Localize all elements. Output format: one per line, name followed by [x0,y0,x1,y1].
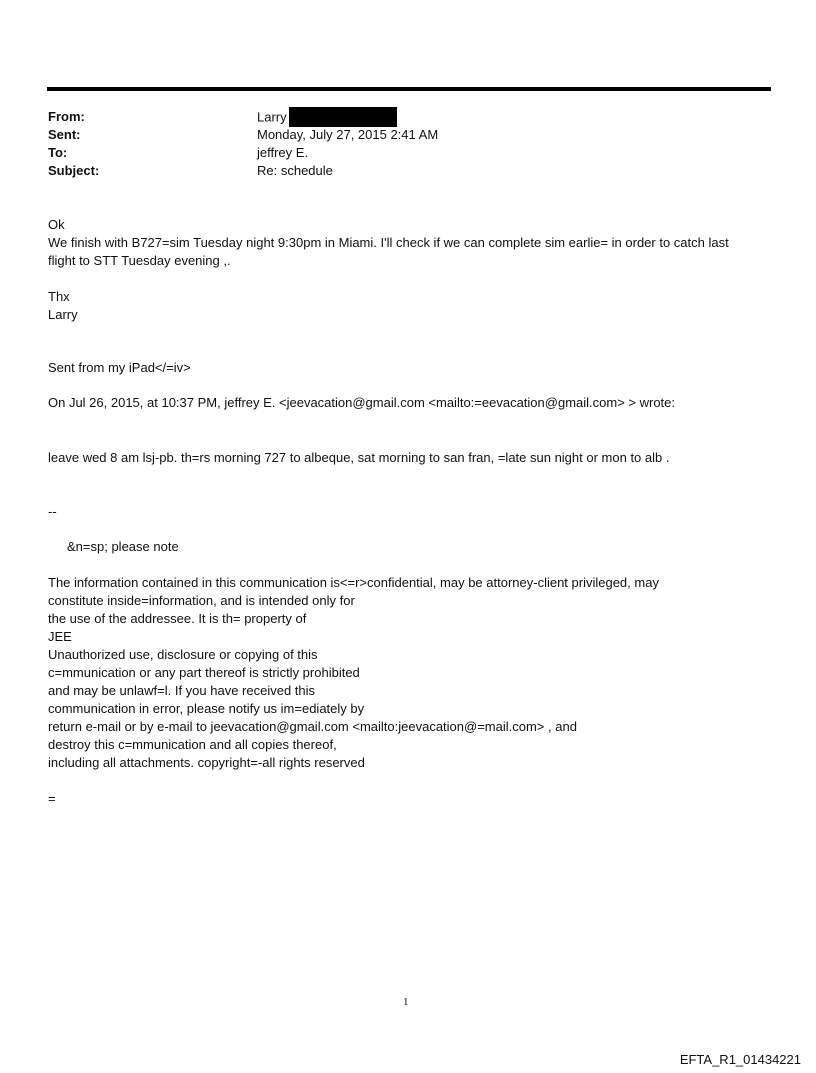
body-line: leave wed 8 am lsj-pb. th=rs morning 727 to albeque, sat morning to san fran, =late sun night or mon to alb . [48,450,670,465]
body-line: Larry [48,307,78,322]
body-line: &n=sp; please note [67,539,179,554]
sent-value: Monday, July 27, 2015 2:41 AM [257,127,439,142]
header-rule [47,87,771,91]
body-line: On Jul 26, 2015, at 10:37 PM, jeffrey E. <jeevacation@gmail.com <mailto:=eevacation@gmail.com> > wrote: [48,395,676,410]
to-label: To: [48,145,68,160]
body-line: = [48,791,56,806]
body-line: including all attachments. copyright=-all rights reserved [48,755,365,770]
to-value: jeffrey E. [257,145,309,160]
body-line: return e-mail or by e-mail to jeevacation@gmail.com <mailto:jeevacation@=mail.com> , and [48,719,577,734]
body-line: destroy this c=mmunication and all copies thereof, [48,737,337,752]
body-line: flight to STT Tuesday evening ,. [48,253,231,268]
body-line: constitute inside=information, and is intended only for [48,593,355,608]
body-line: Ok [48,217,65,232]
from-name: Larry [257,109,287,125]
body-line: Unauthorized use, disclosure or copying of this [48,647,318,662]
subject-label: Subject: [48,163,100,178]
body-line: communication in error, please notify us im=ediately by [48,701,365,716]
email-header [48,108,768,180]
redaction-box [289,107,397,127]
from-label: From: [48,109,85,124]
from-value [257,108,397,128]
body-line: JEE [48,629,72,644]
body-line: Thx [48,289,70,304]
subject-row [48,162,768,180]
body-line: the use of the addressee. It is th= property of [48,611,307,626]
to-row [48,144,768,162]
body-line: The information contained in this communication is<=r>confidential, may be attorney-client privileged, may [48,575,659,590]
body-line: c=mmunication or any part thereof is strictly prohibited [48,665,360,680]
sent-label: Sent: [48,127,81,142]
body-line: -- [48,504,57,519]
subject-value: Re: schedule [257,163,333,178]
body-line: and may be unlawf=l. If you have received this [48,683,316,698]
page-number: 1 [403,996,409,1008]
sent-row [48,126,768,144]
body-line: We finish with B727=sim Tuesday night 9:30pm in Miami. I'll check if we can complete sim earlie= in order to catch last [48,235,729,250]
body-line: Sent from my iPad</=iv> [48,360,191,375]
from-row [48,108,768,126]
document-id: EFTA_R1_01434221 [679,1052,801,1067]
